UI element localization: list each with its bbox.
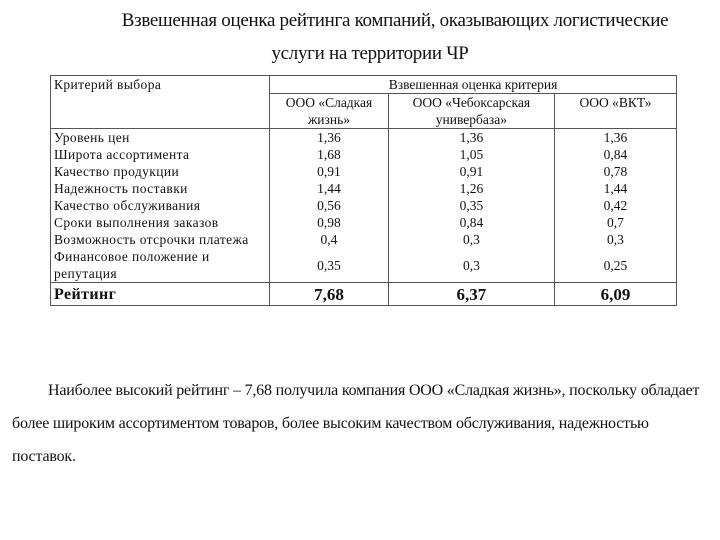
value-cell: 1,26 <box>388 180 554 197</box>
value-cell: 0,3 <box>554 231 676 248</box>
table-row <box>51 197 677 214</box>
table-row <box>51 214 677 231</box>
value-cell: 0,78 <box>554 163 676 180</box>
value-cell: 1,36 <box>388 129 554 147</box>
value-cell: 1,68 <box>270 146 389 163</box>
company-header-3: ООО «ВКТ» <box>554 94 676 129</box>
table-row <box>51 180 677 197</box>
total-row <box>51 283 677 306</box>
table-row <box>51 163 677 180</box>
criterion-cell: Уровень цен <box>51 129 270 147</box>
criterion-header: Критерий выбора <box>51 76 270 129</box>
value-cell: 1,36 <box>554 129 676 147</box>
table-row <box>51 231 677 248</box>
group-header: Взвешенная оценка критерия <box>270 76 677 94</box>
total-cell: 6,37 <box>388 283 554 306</box>
company-header-1: ООО «Сладкая жизнь» <box>270 94 389 129</box>
value-cell: 0,3 <box>388 248 554 283</box>
value-cell: 1,44 <box>554 180 676 197</box>
value-cell: 0,91 <box>270 163 389 180</box>
title-line-2: услуги на территории ЧР <box>271 43 469 64</box>
value-cell: 1,44 <box>270 180 389 197</box>
value-cell: 0,98 <box>270 214 389 231</box>
value-cell: 0,91 <box>388 163 554 180</box>
title-line-1: Взвешенная оценка рейтинга компаний, оказывающих логистические <box>121 10 669 31</box>
criterion-cell: Возможность отсрочки платежа <box>51 231 270 248</box>
value-cell: 0,35 <box>270 248 389 283</box>
value-cell: 0,84 <box>388 214 554 231</box>
value-cell: 0,25 <box>554 248 676 283</box>
value-cell: 1,36 <box>270 129 389 147</box>
value-cell: 0,3 <box>388 231 554 248</box>
conclusion-paragraph: Наиболее высокий рейтинг – 7,68 получила компания ООО «Сладкая жизнь», поскольку обладает более широким ассортиментом товаров, более высоким качеством обслуживания, надежностью поставок. <box>12 382 700 465</box>
criterion-cell: Широта ассортимента <box>51 146 270 163</box>
value-cell: 0,7 <box>554 214 676 231</box>
criterion-cell: Финансовое положение и репутация <box>51 248 270 283</box>
value-cell: 0,42 <box>554 197 676 214</box>
table-row <box>51 129 677 147</box>
company-header-2: ООО «Чебоксарская универбаза» <box>388 94 554 129</box>
value-cell: 1,05 <box>388 146 554 163</box>
criterion-cell: Надежность поставки <box>51 180 270 197</box>
value-cell: 0,4 <box>270 231 389 248</box>
value-cell: 0,84 <box>554 146 676 163</box>
total-cell: 7,68 <box>270 283 389 306</box>
criterion-cell: Сроки выполнения заказов <box>51 214 270 231</box>
value-cell: 0,35 <box>388 197 554 214</box>
table-row <box>51 146 677 163</box>
total-cell: 6,09 <box>554 283 676 306</box>
criterion-cell: Качество продукции <box>51 163 270 180</box>
value-cell: 0,56 <box>270 197 389 214</box>
criterion-cell: Качество обслуживания <box>51 197 270 214</box>
rating-table <box>50 75 677 306</box>
table-row <box>51 248 677 283</box>
total-label: Рейтинг <box>51 283 270 306</box>
